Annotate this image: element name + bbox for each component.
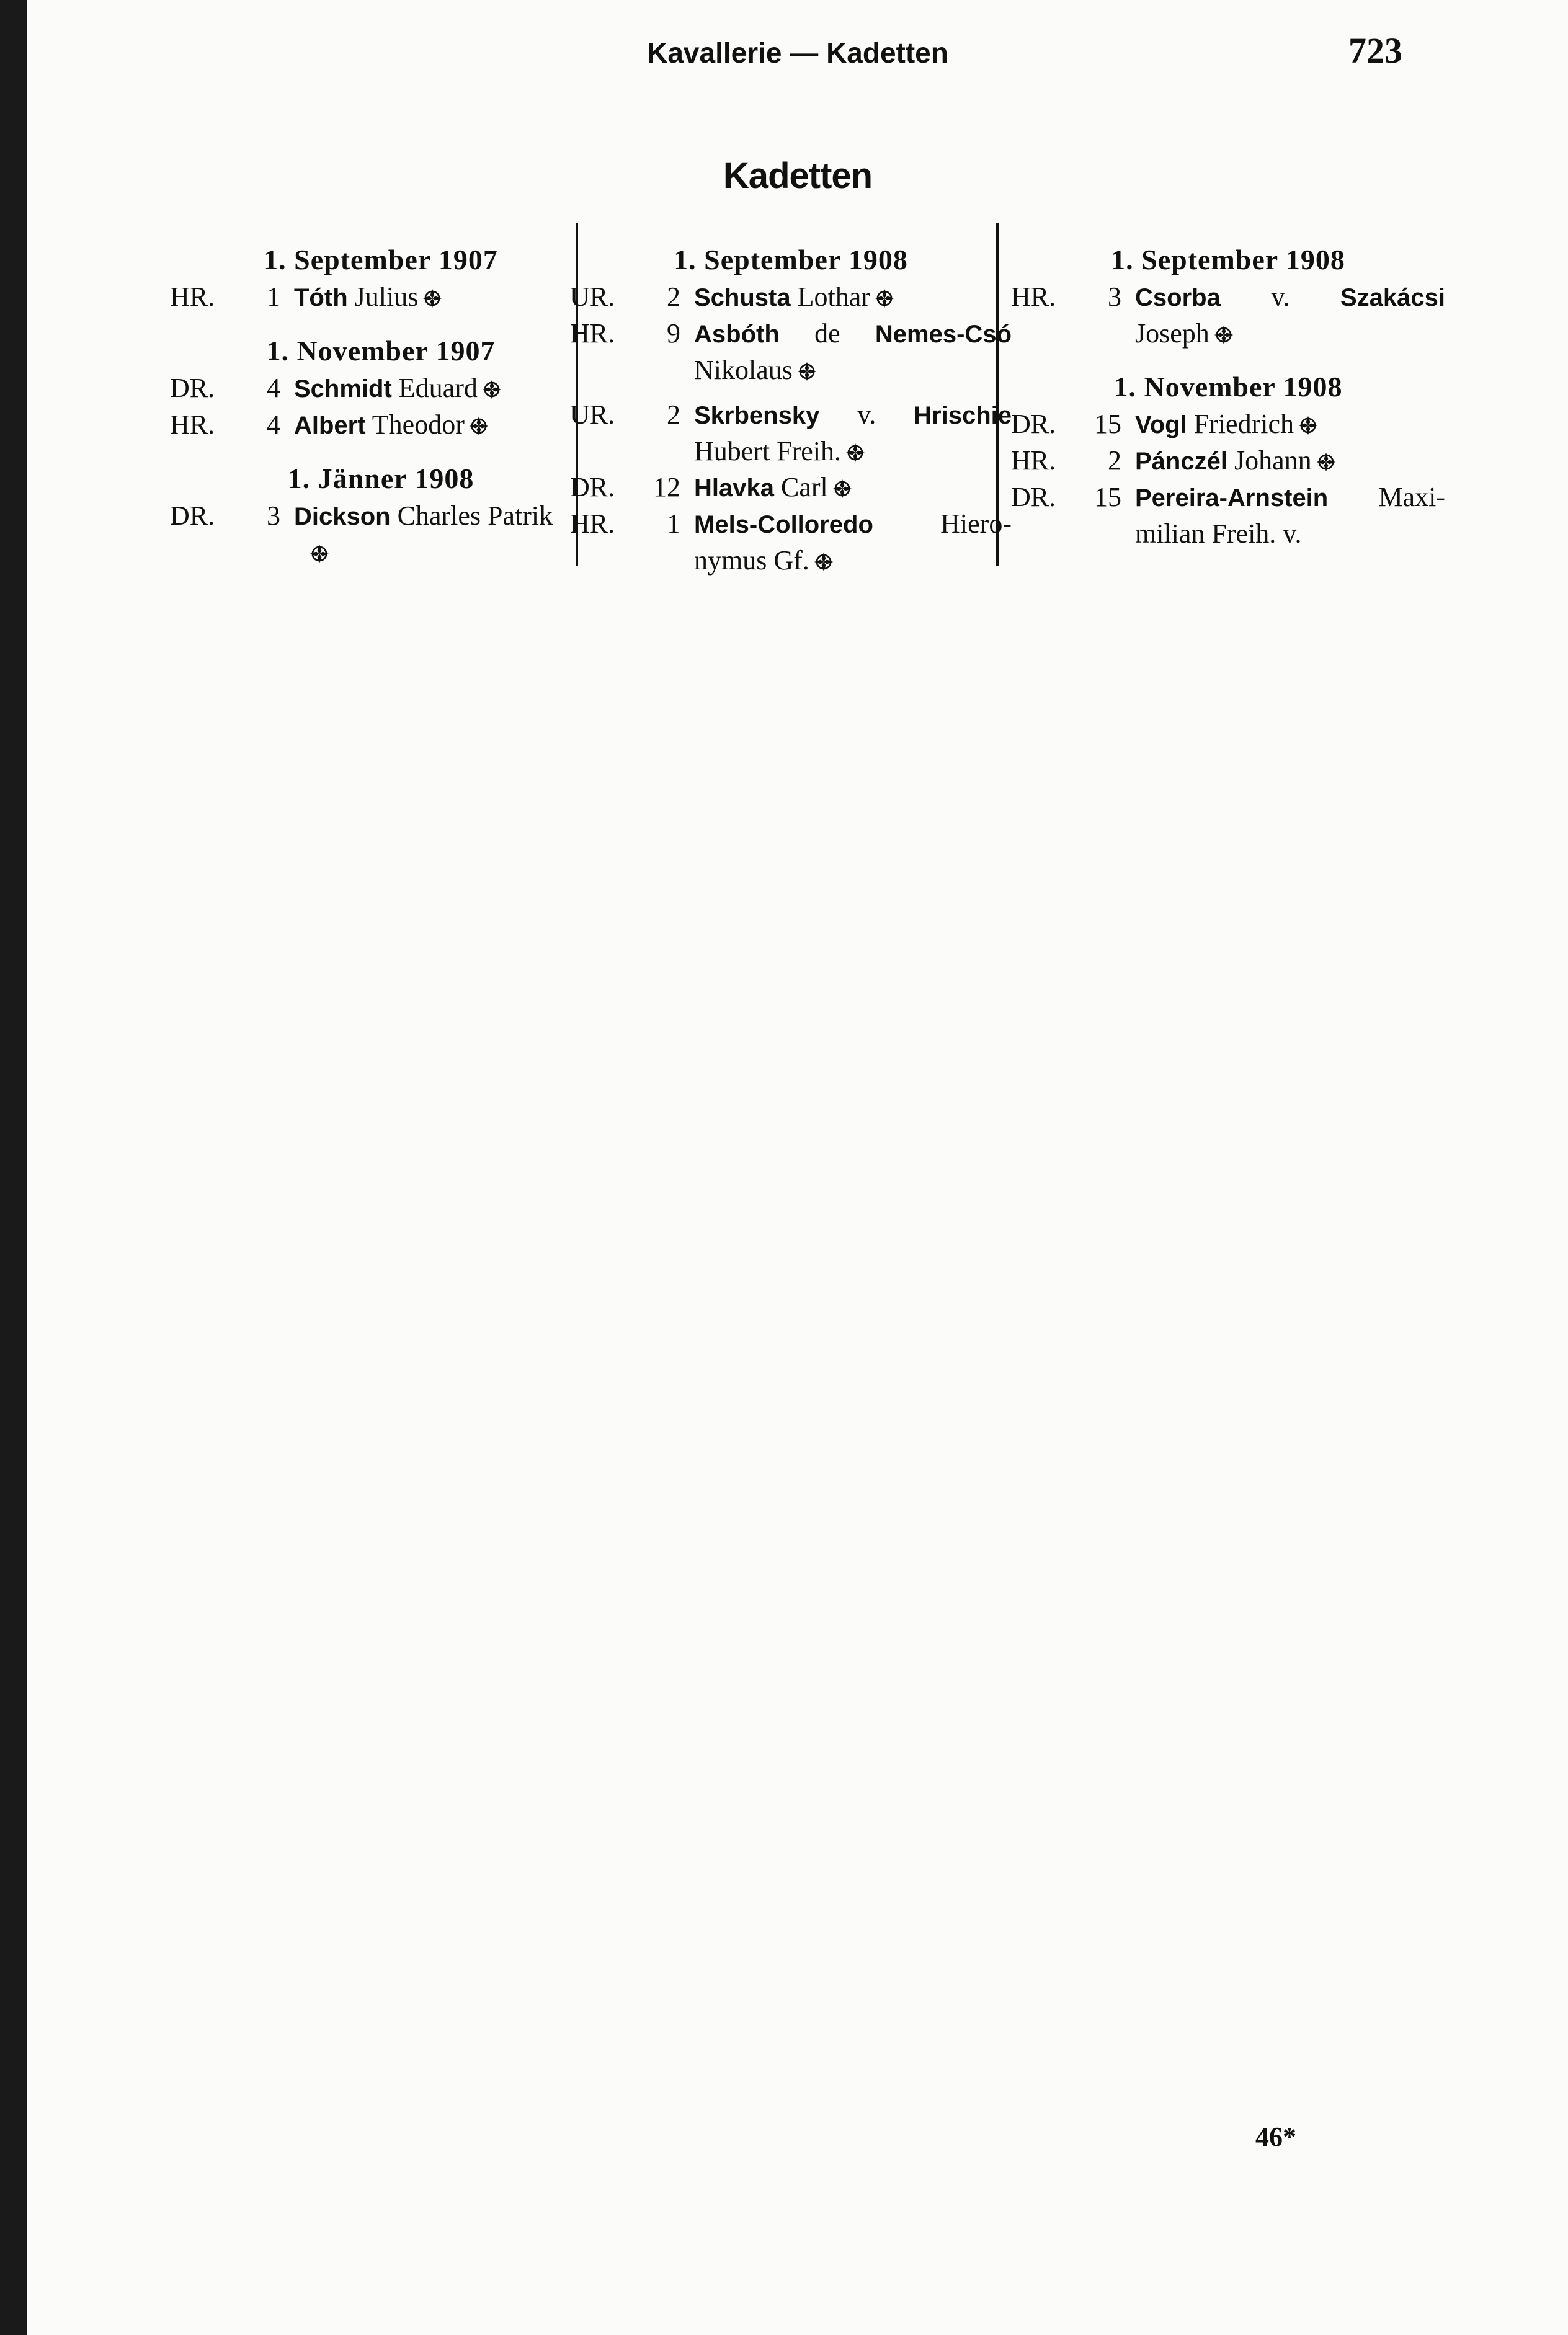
surname-2: Hrischie [914,402,1012,429]
section-title: Kadetten [723,156,873,196]
unit: HR. [1011,445,1056,476]
given-name: Charles Patrik [397,500,553,531]
list-item [170,370,592,407]
maltese-cross-icon [1213,324,1234,345]
surname: Schmidt [294,375,392,403]
surname: Dickson [294,503,391,530]
surname: Tóth [294,284,348,311]
list-item [170,498,592,571]
given-name: Theodor [372,409,465,440]
surname: Csorba [1135,284,1221,311]
surname: Hlavka [694,474,774,502]
surname: Pánczél [1135,448,1227,475]
unit: HR. [570,318,615,349]
date-heading: 1. September 1907 [264,244,498,275]
list-item [1011,406,1445,443]
date-heading: 1. September 1908 [1111,244,1345,275]
list-item [570,316,1012,388]
maltese-cross-icon [845,442,866,463]
column-2 [570,241,1012,579]
unit-number: 3 [267,500,280,531]
column-3 [1011,241,1445,552]
unit: HR. [170,282,215,312]
unit-number: 15 [1094,482,1121,512]
list-item [1011,279,1445,352]
unit-number: 2 [667,399,680,430]
given-name: Joseph [1135,318,1209,349]
surname: Pereira-Arnstein [1135,484,1329,512]
list-item [1011,479,1445,552]
unit-number: 1 [667,509,680,539]
maltese-cross-icon [422,288,443,309]
unit: DR. [170,373,215,403]
document-page [27,0,1568,2335]
given-name: Friedrich [1193,409,1294,439]
surname: Vogl [1135,411,1187,438]
unit: DR. [170,500,215,531]
list-item [570,506,1012,579]
given-name: Hiero- [940,509,1012,539]
list-item [170,279,592,316]
surname: Albert [294,412,366,439]
maltese-cross-icon [309,543,330,564]
given-name: Hubert Freih. [694,436,842,466]
date-heading: 1. Jänner 1908 [287,463,474,494]
given-name: Maxi- [1378,482,1445,512]
given-name: Eduard [398,373,478,403]
unit-number: 2 [667,282,680,312]
running-head: Kavallerie — Kadetten [647,37,948,69]
surname: Mels-Colloredo [694,511,873,538]
particle: v. [857,399,876,430]
maltese-cross-icon [481,379,502,400]
maltese-cross-icon [796,361,817,382]
maltese-cross-icon [1316,451,1337,473]
given-name: Johann [1234,445,1312,476]
given-name: Carl [780,472,828,502]
surname-2: Nemes-Csó [875,321,1012,348]
surname: Schusta [694,284,791,311]
unit: DR. [570,472,615,502]
unit-number: 4 [267,409,280,440]
unit-number: 1 [267,282,280,312]
unit: HR. [1011,282,1056,312]
maltese-cross-icon [468,416,489,437]
unit: HR. [170,409,215,440]
date-heading: 1. November 1907 [266,335,496,367]
particle: de [814,318,840,349]
column-1 [170,241,592,571]
unit-number: 4 [267,373,280,403]
surname-2: Szakácsi [1340,284,1445,311]
unit: DR. [1011,409,1056,439]
list-item [570,469,1012,506]
maltese-cross-icon [832,478,853,499]
unit: UR. [570,282,615,312]
surname: Skrbensky [694,402,820,429]
unit: DR. [1011,482,1056,512]
unit-number: 15 [1094,409,1121,439]
given-name: Nikolaus [694,355,793,385]
unit-number: 3 [1108,282,1121,312]
signature-mark: 46* [1255,2122,1296,2152]
given-name-continued: milian Freih. v. [1135,518,1302,549]
page-number: 723 [1348,30,1402,71]
list-item [570,279,1012,316]
particle: v. [1271,282,1290,312]
surname: Asbóth [694,321,780,348]
given-name-continued: nymus Gf. [694,545,809,576]
given-name: Lothar [797,282,870,312]
unit-number: 2 [1108,445,1121,476]
maltese-cross-icon [1298,415,1319,436]
maltese-cross-icon [874,288,895,309]
unit-number: 12 [653,472,680,502]
unit: HR. [570,509,615,539]
list-item [170,407,592,443]
list-item [570,397,1012,469]
list-item [1011,443,1445,479]
unit-number: 9 [667,318,680,349]
date-heading: 1. November 1908 [1113,371,1343,403]
given-name: Julius [354,282,419,312]
maltese-cross-icon [813,551,834,572]
date-heading: 1. September 1908 [674,244,908,275]
unit: UR. [570,399,615,430]
